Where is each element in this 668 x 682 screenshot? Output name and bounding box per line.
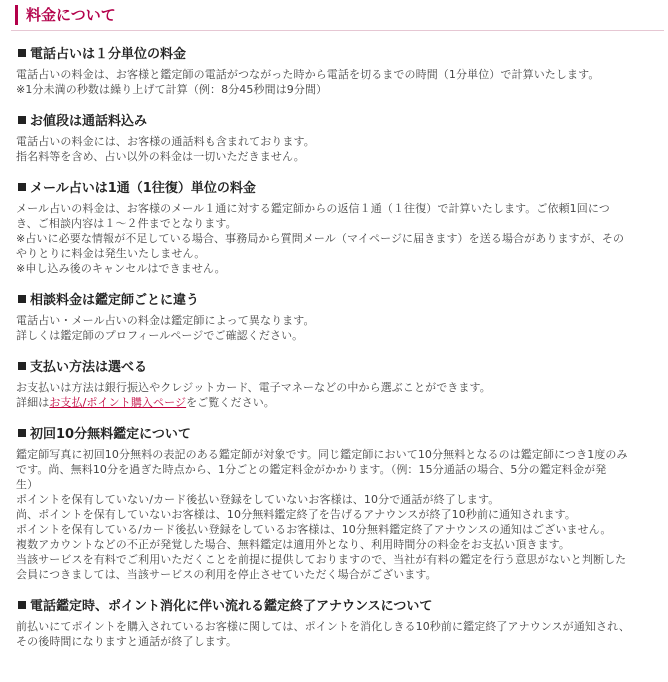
- page-title: 料金について: [8, 0, 664, 30]
- section-heading: 支払い方法は選べる: [8, 360, 664, 376]
- square-bullet-icon: [18, 183, 26, 191]
- section-mail-fortune: [8, 181, 664, 276]
- section-per-minute: [8, 47, 664, 97]
- title-divider: [11, 30, 664, 31]
- section-end-announcement: [8, 599, 664, 649]
- section-body: 電話占いの料金には、お客様の通話料も含まれております。 指名料等を含め、占い以外の料金は一切いただきません。: [16, 135, 315, 163]
- section-free-trial: [8, 427, 664, 582]
- section-body: 鑑定師写真に初回10分無料の表記のある鑑定師が対象です。同じ鑑定師において10分無料となるのは鑑定師につき1度のみ です。尚、無料10分を過ぎた時点から、1分ごとの鑑定料金がかかります。（例：15分通話の場合、5分の鑑定料金が発 生） ポイントを保有していない/カード後払い登録をしていないお客様は、10分で通話が終了します。 尚、ポイントを保有していないお客様は、10分無料鑑定終了を告げるアナウンスが終了10秒前に通知されます。 ポイントを保有している/カード後払い登録をしているお客様は、10分無料鑑定終了アナウンスの通知はございません。 複数アカウントなどの不正が発覚した場合、無料鑑定は適用外となり、利用時間分の料金をお支払い頂きます。 当該サービスを有料でご利用いただくことを前提に提供しておりますので、当社が有料の鑑定を行う意思がないと判断した 会員につきましては、当該サービスの利用を停止させていただく場合がございます。: [16, 448, 628, 581]
- square-bullet-icon: [18, 49, 26, 57]
- section-heading: 相談料金は鑑定師ごとに違う: [8, 293, 664, 309]
- section-call-fee-included: [8, 114, 664, 164]
- section-heading: 電話鑑定時、ポイント消化に伴い流れる鑑定終了アナウンスについて: [8, 599, 664, 615]
- section-body: 電話占い・メール占いの料金は鑑定師によって異なります。 詳しくは鑑定師のプロフィールページでご確認ください。: [16, 314, 315, 342]
- section-fee-per-advisor: [8, 293, 664, 343]
- square-bullet-icon: [18, 362, 26, 370]
- section-body: メール占いの料金は、お客様のメール１通に対する鑑定師からの返信１通（１往復）で計算いたします。ご依頼1回につ き、ご相談内容は１～２件までとなります。 ※占いに必要な情報が不足している場合、事務局から質問メール（マイページに届きます）を送る場合がありますが、その やりとりに料金は発生いたしません。 ※申し込み後のキャンセルはできません。: [16, 202, 625, 275]
- square-bullet-icon: [18, 601, 26, 609]
- section-body: 電話占いの料金は、お客様と鑑定師の電話がつながった時から電話を切るまでの時間（1分単位）で計算いたします。 ※1分未満の秒数は繰り上げて計算（例：8分45秒間は9分間）: [16, 68, 600, 96]
- section-heading: お値段は通話料込み: [8, 114, 664, 130]
- payment-page-link[interactable]: お支払/ポイント購入ページ: [49, 396, 187, 409]
- section-heading: メール占いは1通（1往復）単位の料金: [8, 181, 664, 197]
- section-body: 前払いにてポイントを購入されているお客様に関しては、ポイントを消化しきる10秒前に鑑定終了アナウンスが通知され、 その後時間になりますと通話が終了します。: [16, 620, 630, 648]
- square-bullet-icon: [18, 295, 26, 303]
- section-payment-methods: [8, 360, 664, 410]
- square-bullet-icon: [18, 429, 26, 437]
- section-body: お支払いは方法は銀行振込やクレジットカード、電子マネーなどの中から選ぶことができます。 詳細はお支払/ポイント購入ページをご覧ください。: [16, 381, 491, 409]
- section-heading: 初回10分無料鑑定について: [8, 427, 664, 443]
- section-heading: 電話占いは１分単位の料金: [8, 47, 664, 63]
- square-bullet-icon: [18, 116, 26, 124]
